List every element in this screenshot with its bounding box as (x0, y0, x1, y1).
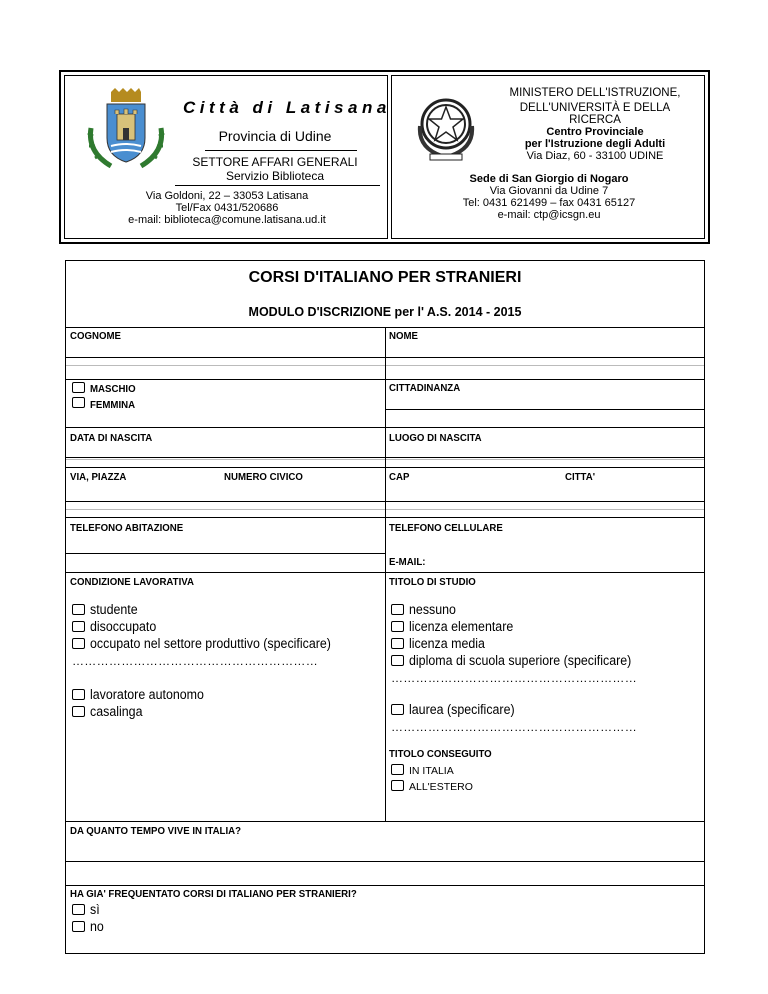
employment-label: CONDIZIONE LAVORATIVA (70, 576, 194, 588)
option-label: laurea (specificare) (409, 702, 515, 717)
seat-phone: Tel: 0431 621499 – fax 0431 65127 (462, 197, 636, 209)
option-label: lavoratore autonomo (90, 687, 204, 702)
column-divider (385, 327, 386, 821)
residence-duration-label: DA QUANTO TEMPO VIVE IN ITALIA? (70, 825, 242, 837)
option-label: disoccupato (90, 619, 157, 634)
ministry-line-2: DELL'UNIVERSITÀ E DELLA (519, 102, 671, 114)
birth-place-label: LUOGO DI NASCITA (389, 432, 482, 444)
seat-email: e-mail: ctp@icsgn.eu (497, 209, 601, 221)
option-label: licenza media (409, 636, 485, 651)
birth-date-label: DATA DI NASCITA (70, 432, 153, 444)
rule (385, 409, 704, 410)
italian-republic-emblem-icon (412, 92, 480, 162)
education-label: TITOLO DI STUDIO (389, 576, 476, 588)
province-name: Provincia di Udine (218, 128, 332, 144)
qualification-obtained-label: TITOLO CONSEGUITO (389, 748, 492, 760)
form-title: CORSI D'ITALIANO PER STRANIERI (248, 269, 522, 286)
letterhead-right-panel (391, 75, 705, 239)
self-employed-checkbox[interactable] (72, 689, 85, 700)
in-italy-checkbox[interactable] (391, 764, 404, 775)
degree-checkbox[interactable] (391, 704, 404, 715)
city-label: CITTA' (565, 471, 596, 483)
option-label: IN ITALIA (409, 765, 454, 777)
option-label: nessuno (409, 602, 456, 617)
high-school-checkbox[interactable] (391, 655, 404, 666)
letterhead-left-panel (64, 75, 391, 239)
mobile-phone-label: TELEFONO CELLULARE (389, 522, 503, 534)
option-label: ALL'ESTERO (409, 781, 473, 793)
centre-line-2: per l'Istruzione degli Adulti (524, 138, 666, 150)
ministry-line-1: MINISTERO DELL'ISTRUZIONE, (509, 87, 681, 99)
name-label: NOME (389, 330, 418, 342)
yes-checkbox[interactable] (72, 904, 85, 915)
option-label: occupato nel settore produttivo (specificare) (90, 636, 331, 651)
postcode-label: CAP (389, 471, 410, 483)
female-checkbox[interactable] (72, 397, 85, 408)
rule (66, 553, 385, 554)
male-checkbox[interactable] (72, 382, 85, 393)
abroad-checkbox[interactable] (391, 780, 404, 791)
library-phone: Tel/Fax 0431/520686 (175, 202, 279, 214)
employed-checkbox[interactable] (72, 638, 85, 649)
surname-label: COGNOME (70, 330, 121, 342)
ministry-line-3: RICERCA (569, 114, 621, 126)
seat-address: Via Giovanni da Udine 7 (489, 185, 609, 197)
previous-courses-label: HA GIA' FREQUENTATO CORSI DI ITALIANO PER STRANIERI? (70, 888, 357, 900)
option-label: no (90, 919, 104, 934)
latisana-coat-of-arms-icon (81, 88, 171, 174)
housewife-checkbox[interactable] (72, 706, 85, 717)
middle-school-checkbox[interactable] (391, 638, 404, 649)
library-email: e-mail: biblioteca@comune.latisana.ud.it (128, 214, 326, 226)
email-label: E-MAIL: (389, 556, 426, 568)
city-name: Città di Latisana (183, 98, 391, 117)
rule (66, 861, 704, 862)
service-name: Servizio Biblioteca (225, 169, 325, 183)
male-label: MASCHIO (90, 383, 136, 395)
female-label: FEMMINA (90, 399, 136, 411)
specify-line[interactable]: …………………………………………………… (72, 654, 318, 668)
rule (66, 885, 704, 886)
option-label: licenza elementare (409, 619, 514, 634)
divider (205, 150, 357, 151)
rule (66, 821, 704, 822)
option-label: casalinga (90, 704, 143, 719)
form-subtitle: MODULO D'ISCRIZIONE per l' A.S. 2014 - 2015 (248, 305, 522, 319)
letterhead (59, 70, 710, 244)
house-number-label: NUMERO CIVICO (224, 471, 303, 483)
centre-address: Via Diaz, 60 - 33100 UDINE (526, 150, 664, 162)
no-education-checkbox[interactable] (391, 604, 404, 615)
home-phone-label: TELEFONO ABITAZIONE (70, 522, 184, 534)
primary-school-checkbox[interactable] (391, 621, 404, 632)
option-label: sì (90, 902, 100, 917)
student-checkbox[interactable] (72, 604, 85, 615)
option-label: diploma di scuola superiore (specificare) (409, 653, 632, 668)
centre-line-1: Centro Provinciale (546, 126, 644, 138)
citizenship-label: CITTADINANZA (389, 382, 461, 394)
no-checkbox[interactable] (72, 921, 85, 932)
street-label: VIA, PIAZZA (70, 471, 127, 483)
specify-line[interactable]: …………………………………………………… (391, 671, 637, 685)
library-address: Via Goldoni, 22 – 33053 Latisana (145, 190, 309, 202)
option-label: studente (90, 602, 138, 617)
specify-line[interactable]: …………………………………………………… (391, 720, 637, 734)
seat-name: Sede di San Giorgio di Nogaro (469, 173, 629, 185)
unemployed-checkbox[interactable] (72, 621, 85, 632)
enrollment-form (65, 260, 705, 954)
divider (175, 185, 380, 186)
sector-name: SETTORE AFFARI GENERALI (192, 155, 358, 169)
